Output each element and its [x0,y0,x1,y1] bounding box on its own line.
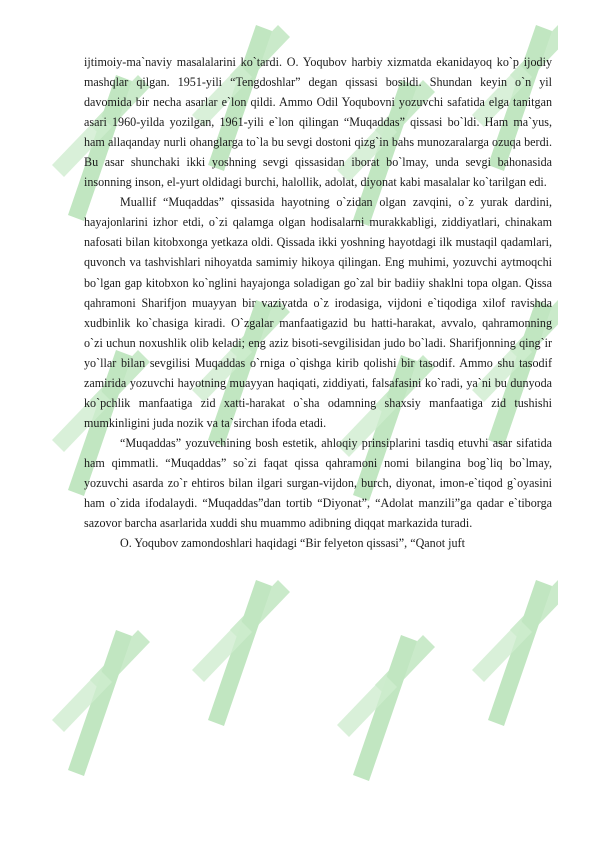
paragraph-4: O. Yoqubov zamondoshlari haqidagi “Bir felyeton qissasi”, “Qanot juft [120,536,465,551]
paragraph-1: ijtimoiy-ma`naviy masalalarini ko`tardi. O. Yoqubov harbiy xizmatda ekanidayoq ko`p ijodiy mashqlar qilgan. 1951-yili “Tengdoshlar” degan qissasi bosildi. Shundan keyin o`n yil davomida bir necha asarlar e`lon qildi. Ammo Odil Yoqubovni yozuvchi safatida elga tanitgan asari 1960-yilda yozilgan, 1961-yili e`lon qilingan “Muqaddas” qissasi bo`ldi. Ham ma`yus, ham allaqanday nurli ohanglarga to`la bu sevgi dostoni qizg`in bahs munozaralarga ozuqa berdi. Bu asar shunchaki ikki yoshning sevgi qissasidan iborat bo`lmay, unda sevgi bahonasida insonning inson, el-yurt oldidagi burchi, halollik, adolat, diyonat kabi masalalar ko`tarilgan edi. [84,55,552,190]
paragraph-2: Muallif “Muqaddas” qissasida hayotning o`zidan olgan zavqini, o`z yurak dardini, hayajonlarini izhor etdi, o`zi qalamga olgan hodisalarni murakkabligi, ziddiyatlari, chinakam nafosati bilan kitobxonga yetkaza oldi. Qissada ikki yoshning hayotdagi ilk mustaqil qadamlari, quvonch va tashvishlari nihoyatda samimiy hikoya qilingan. Eng muhimi, yozuvchi aytmoqchi bo`lgan gap kitobxon ko`nglini hayajonga soladigan go`zal bir badiiy shaklni topa olgan. Qissa qahramoni Sharifjon muayyan bir vaziyatda o`z irodasiga, vijdoni e`tiqodiga xilof ravishda xudbinlik ko`chasiga kiradi. O`zgalar manfaatigazid bu hatti-harakat, avvalo, qahramonning o`zi uchun noxushlik olib keladi; eng aziz bisoti-sevgilisidan judo bo`ladi. Sharifjonning qing`ir yo`llar bilan sevgilisi Muqaddas o`rniga o`qishga kirib qolishi bir tasodif. Ammo shu tasodif zamirida yozuvchi hayotning muayyan haqiqati, ziddiyati, falsafasini ko`radi, ya`ni bu dunyoda ko`pchlik manfaatiga zid xatti-harakat o`sha odamning shaxsiy manfaatiga zid tushishi mumkinligini juda nozik va ta`sirchan ifoda etadi. [84,195,552,430]
paragraph-3: “Muqaddas” yozuvchining bosh estetik, ahloqiy prinsiplarini tasdiq etuvhi asar sifatida ham qimmatli. “Muqaddas” so`zi faqat qissa qahramoni nomi bilangina bog`liq bo`lmay, yozuvchi asarda zo`r ehtiros bilan ilgari surgan-vijdon, burch, diyonat, imon-e`tiqod g`oyasini ham o`zida ifodalaydi. “Muqaddas”dan tortib “Diyonat”, “Adolat manzili”ga qadar e`tiborga sazovor barcha asarlarida xuddi shu muammo adibning diqqat markazida turadi. [84,435,552,531]
body-text [84,52,552,553]
